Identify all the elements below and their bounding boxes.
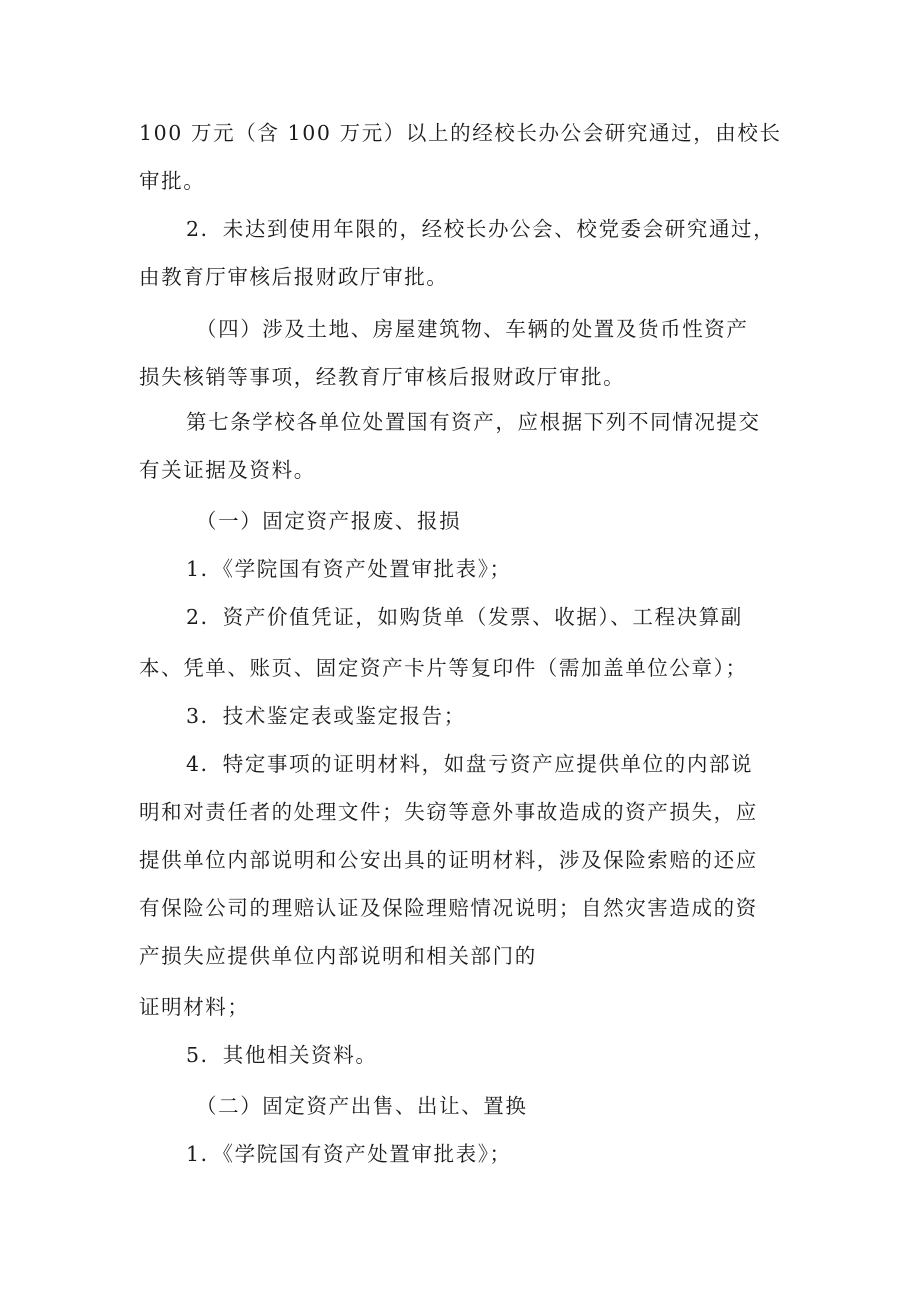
text-line: 3．技术鉴定表或鉴定报告； bbox=[186, 704, 466, 728]
text-line: 由教育厅审核后报财政厅审批。 bbox=[139, 265, 449, 289]
text-line: 有关证据及资料。 bbox=[139, 458, 316, 482]
text-line: 明和对责任者的处理文件；失窃等意外事故造成的资产损失，应 bbox=[139, 800, 758, 824]
text-line: 2．未达到使用年限的，经校长办公会、校党委会研究通过， bbox=[186, 217, 776, 241]
text-line: 产损失应提供单位内部说明和相关部门的 bbox=[139, 944, 537, 968]
text-line: 5．其他相关资料。 bbox=[186, 1043, 378, 1067]
text-line: （四）涉及土地、房屋建筑物、车辆的处置及货币性资产 bbox=[196, 317, 749, 341]
text-line: 100 万元（含 100 万元）以上的经校长办公会研究通过，由校长 bbox=[139, 121, 782, 145]
text-line: 损失核销等事项，经教育厅审核后报财政厅审批。 bbox=[139, 365, 626, 389]
text-line: 本、凭单、账页、固定资产卡片等复印件（需加盖单位公章）； bbox=[139, 656, 748, 680]
text-line: 2．资产价值凭证，如购货单（发票、收据）、工程决算副 bbox=[186, 605, 743, 629]
text-line: 4．特定事项的证明材料，如盘亏资产应提供单位的内部说 bbox=[186, 752, 754, 776]
text-line: 第七条学校各单位处置国有资产，应根据下列不同情况提交 bbox=[186, 410, 761, 434]
text-line: 审批。 bbox=[139, 169, 206, 193]
text-line: 1．《学院国有资产处置审批表》； bbox=[186, 557, 512, 581]
text-line: （二）固定资产出售、出让、置换 bbox=[196, 1094, 528, 1118]
text-line: 提供单位内部说明和公安出具的证明材料，涉及保险索赔的还应 bbox=[139, 848, 758, 872]
text-line: 1．《学院国有资产处置审批表》； bbox=[186, 1142, 512, 1166]
text-line: （一）固定资产报废、报损 bbox=[196, 509, 462, 533]
text-line: 有保险公司的理赔认证及保险理赔情况说明；自然灾害造成的资 bbox=[139, 896, 758, 920]
text-line: 证明材料； bbox=[139, 995, 250, 1019]
